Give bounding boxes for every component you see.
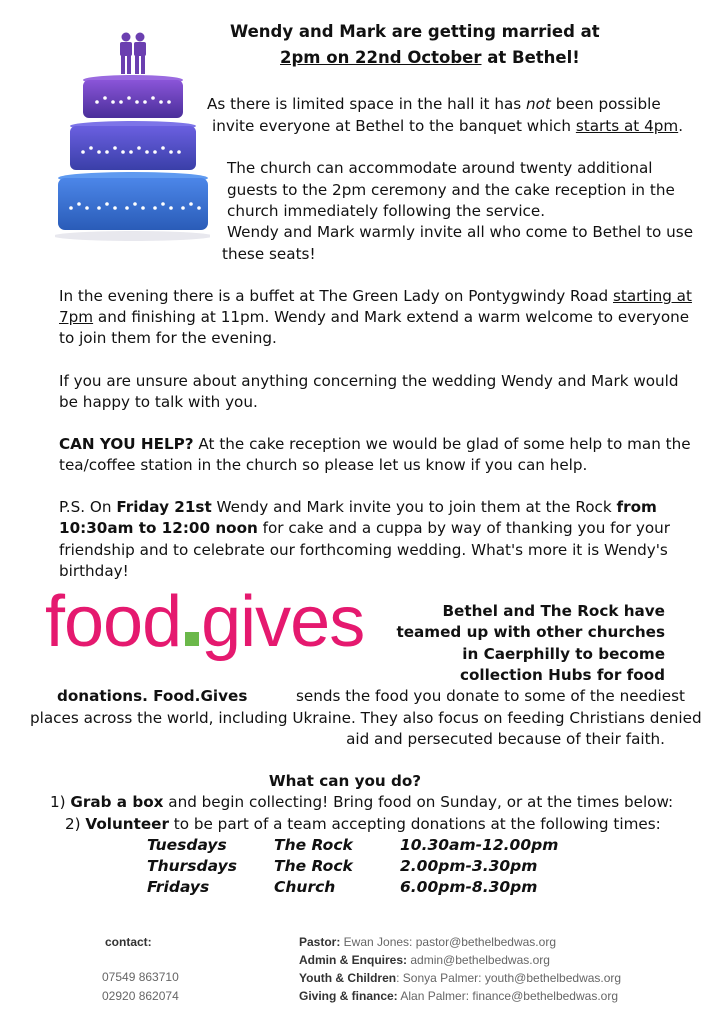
schedule-time: 2.00pm-3.30pm: [400, 857, 538, 875]
footer-contact-label: [105, 933, 152, 953]
schedule-place: The Rock: [274, 857, 353, 875]
list-number: 1): [50, 793, 71, 811]
text-bold: Admin & Enquires:: [299, 953, 408, 967]
evening-time: 7pm: [59, 308, 94, 326]
text-bold: Volunteer: [85, 815, 169, 833]
text: and begin collecting! Bring food on Sunday, or at the times below:: [163, 793, 674, 811]
whatcan-title: What can you do?: [268, 772, 422, 790]
text: Alan Palmer: finance@bethelbedwas.org: [397, 989, 618, 1003]
footer-phone1: 07549 863710: [102, 970, 179, 984]
banquet-time: starts at 4pm: [575, 117, 679, 135]
ps-line4: birthday!: [59, 562, 129, 580]
ceremony-line4: Wendy and Mark warmly invite all who come to Bethel to use: [227, 223, 694, 241]
foodgives-line5-bold: donations. Food.Gives: [57, 687, 248, 705]
text-bold: Grab a box: [70, 793, 164, 811]
text-bold: contact:: [105, 935, 152, 949]
text: At the cake reception we would be glad of some help to man the: [193, 435, 691, 453]
text-bold: Pastor:: [299, 935, 341, 949]
text: been possible: [550, 95, 661, 113]
foodgives-line4: collection Hubs for food: [459, 666, 665, 684]
heading-line1: Wendy and Mark are getting married at: [230, 22, 600, 41]
text-bold: from: [616, 498, 657, 516]
heading-venue: at Bethel!: [481, 48, 580, 67]
foodgives-line2: teamed up with other churches: [396, 623, 665, 641]
ps-line3: friendship and to celebrate our forthcoming wedding. What's more it is Wendy's: [59, 541, 668, 559]
foodgives-line1: Bethel and The Rock have: [442, 602, 665, 620]
evening-line2: [59, 307, 689, 329]
text: In the evening there is a buffet at The Green Lady on Pontygwindy Road: [59, 287, 613, 305]
footer-giving: [299, 987, 618, 1007]
text: : Sonya Palmer: youth@bethelbedwas.org: [396, 971, 622, 985]
help-line1: [59, 434, 691, 456]
text: for cake and a cuppa by way of thanking you for your: [257, 519, 671, 537]
footer-admin: [299, 951, 550, 971]
help-heading: CAN YOU HELP?: [59, 435, 194, 453]
footer-youth: [299, 969, 621, 989]
schedule-time: 6.00pm-8.30pm: [400, 878, 538, 896]
text: and finishing at 11pm. Wendy and Mark extend a warm welcome to everyone: [93, 308, 690, 326]
ceremony-line2: guests to the 2pm ceremony and the cake reception in the: [227, 181, 675, 199]
evening-line1: [59, 286, 692, 308]
schedule-day: Thursdays: [147, 857, 237, 875]
wedding-cake-image: [55, 30, 210, 245]
ceremony-line3: church immediately following the service.: [227, 202, 546, 220]
cake-icon: [55, 30, 210, 245]
whatcan-item1: [50, 792, 673, 814]
unsure-line1: If you are unsure about anything concerning the wedding Wendy and Mark would: [59, 372, 679, 390]
evening-line3: to join them for the evening.: [59, 329, 277, 347]
banquet-line2: [212, 116, 683, 138]
text-bold: Giving & finance:: [299, 989, 398, 1003]
ceremony-line5: these seats!: [222, 245, 316, 263]
footer-phone2: 02920 862074: [102, 989, 179, 1003]
text: As there is limited space in the hall it has: [207, 95, 526, 113]
ps-line2: [59, 518, 670, 540]
foodgives-line7: aid and persecuted because of their faith.: [346, 730, 665, 748]
ps-line1: [59, 497, 657, 519]
text-bold: Youth & Children: [299, 971, 397, 985]
schedule-day: Fridays: [147, 878, 210, 896]
whatcan-item2: [65, 814, 661, 836]
footer-pastor: [299, 933, 556, 953]
schedule-place: The Rock: [274, 836, 353, 854]
foodgives-logo: [45, 582, 365, 662]
text-italic: not: [526, 95, 551, 113]
text: Ewan Jones: pastor@bethelbedwas.org: [340, 935, 556, 949]
text: P.S. On: [59, 498, 117, 516]
text: invite everyone at Bethel to the banquet which: [212, 117, 576, 135]
ceremony-line1: The church can accommodate around twenty additional: [227, 159, 653, 177]
foodgives-line3: in Caerphilly to become: [462, 645, 665, 663]
logo-text: food: [45, 582, 182, 662]
logo-text: gives: [201, 582, 365, 662]
schedule-time: 10.30am-12.00pm: [400, 836, 559, 854]
schedule-day: Tuesdays: [147, 836, 227, 854]
heading-line2: [280, 48, 580, 67]
evening-time: starting at: [613, 287, 692, 305]
ps-time: 10:30am to 12:00 noon: [59, 519, 258, 537]
help-line2: tea/coffee station in the church so please let us know if you can help.: [59, 456, 588, 474]
logo-dot: [185, 632, 199, 646]
schedule-place: Church: [274, 878, 336, 896]
ps-date: Friday 21st: [116, 498, 212, 516]
text: admin@bethelbedwas.org: [407, 953, 550, 967]
text: .: [678, 117, 684, 135]
foodgives-line6: places across the world, including Ukraine. They also focus on feeding Christians denied: [30, 709, 702, 727]
text: Wendy and Mark invite you to join them at the Rock: [211, 498, 617, 516]
foodgives-line5-rest: sends the food you donate to some of the neediest: [296, 687, 685, 705]
unsure-line2: be happy to talk with you.: [59, 393, 258, 411]
banquet-line1: [207, 94, 661, 116]
list-number: 2): [65, 815, 86, 833]
text: to be part of a team accepting donations at the following times:: [168, 815, 661, 833]
heading-date: 2pm on 22nd October: [280, 48, 482, 67]
